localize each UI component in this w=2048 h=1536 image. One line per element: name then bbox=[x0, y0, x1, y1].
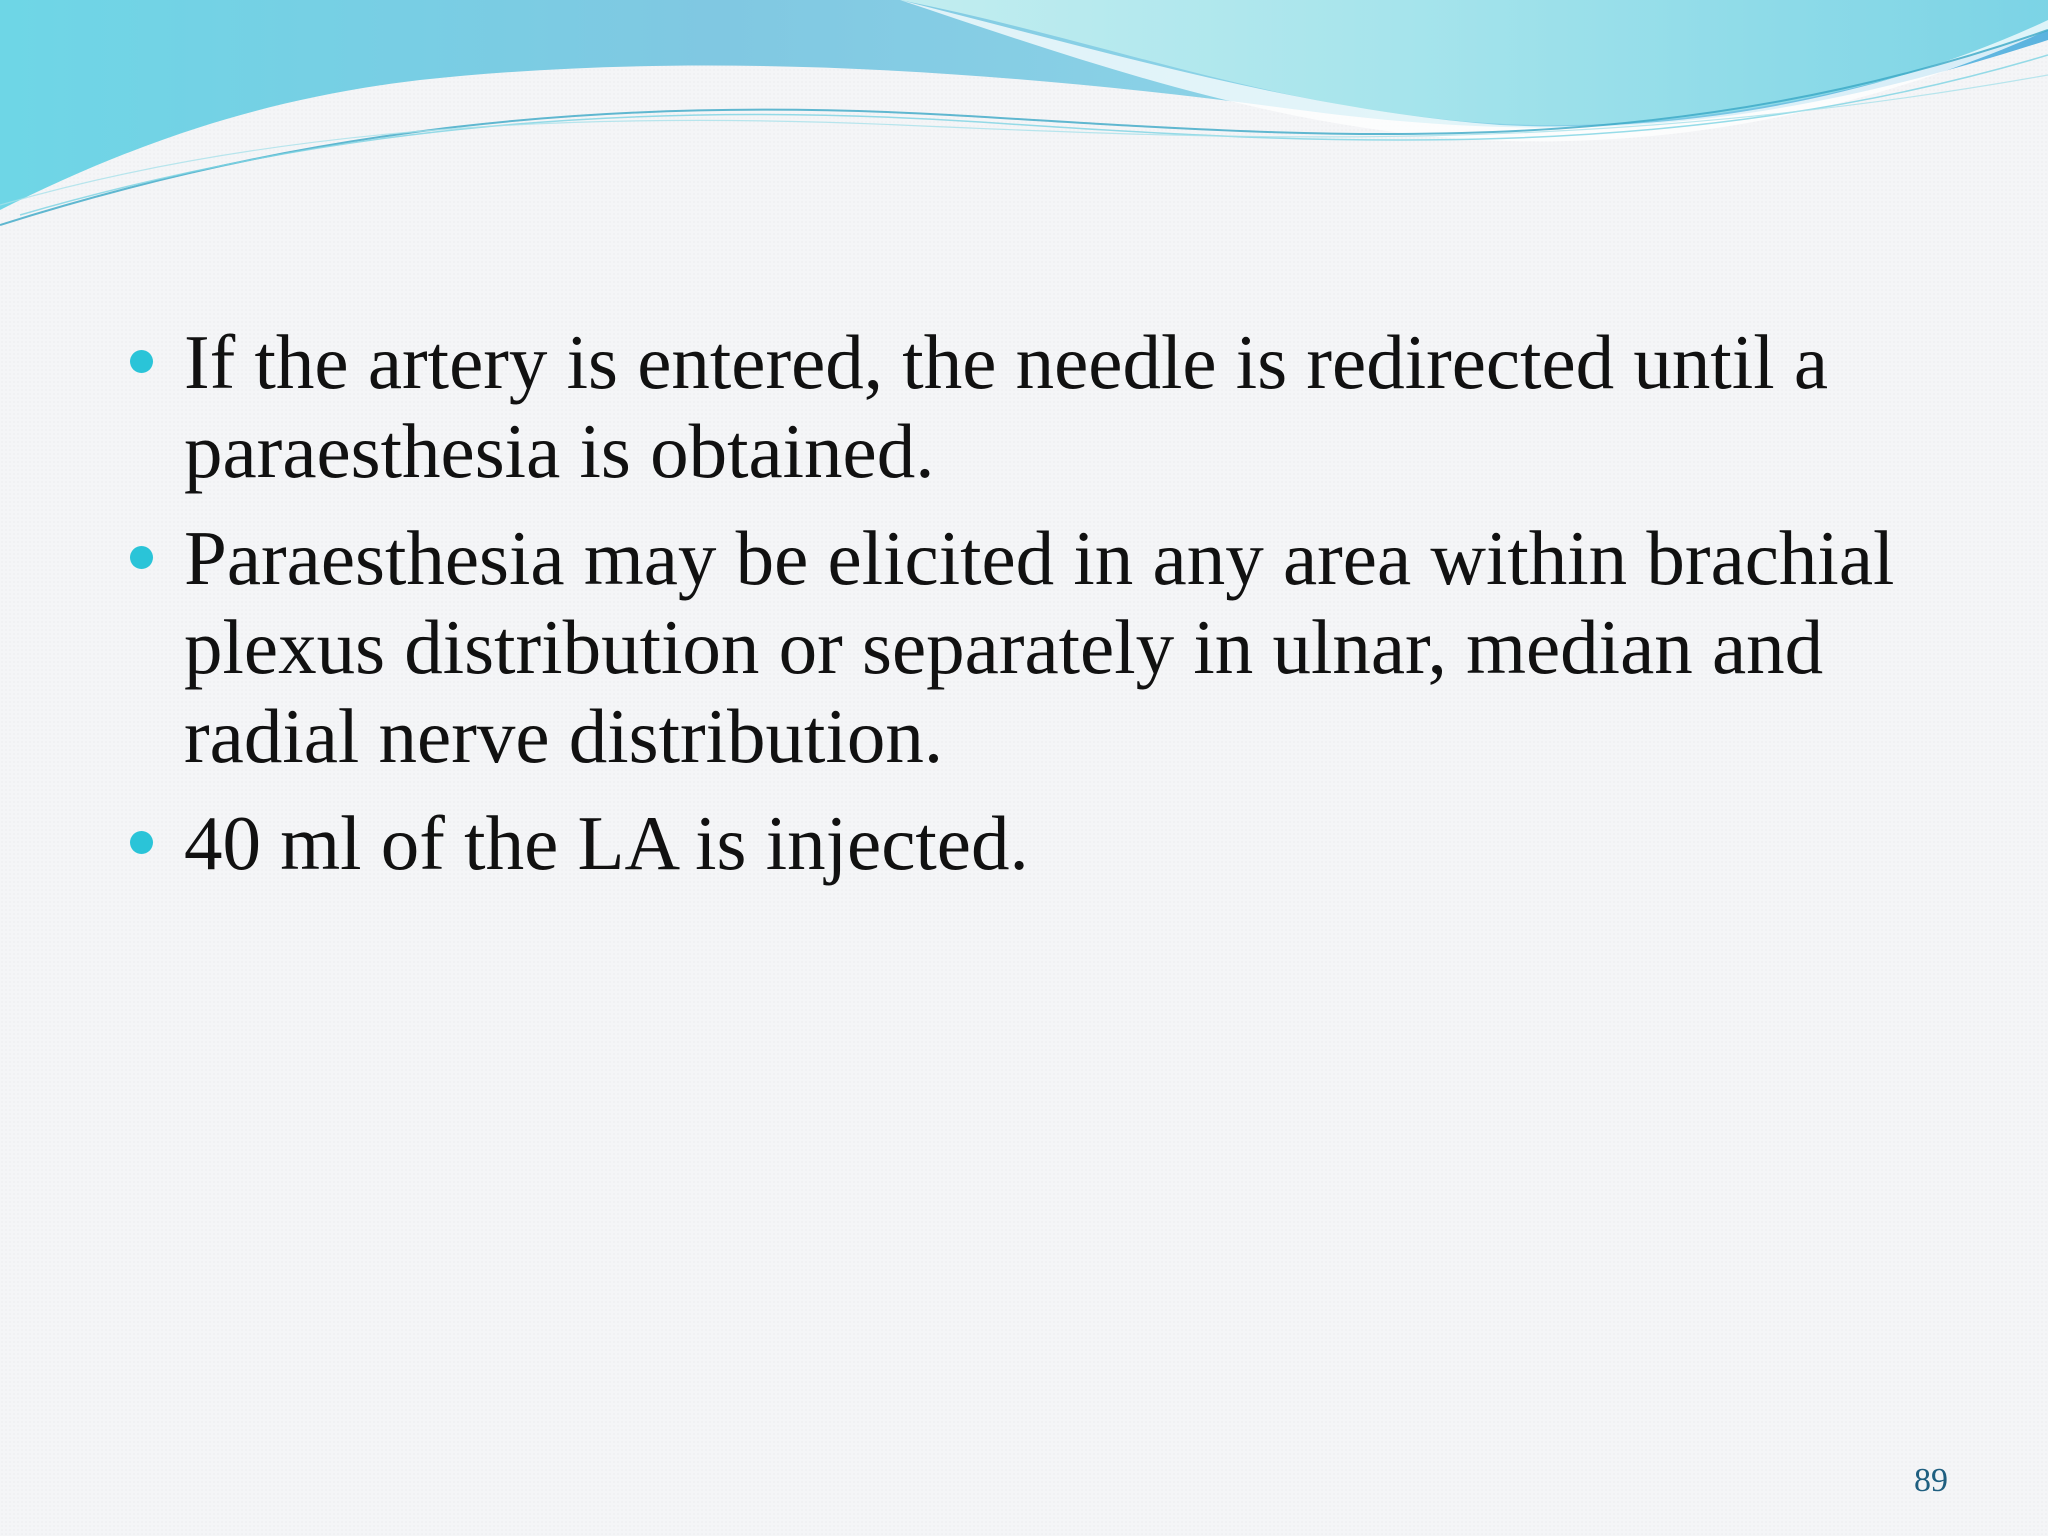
bullet-item bbox=[130, 799, 1930, 888]
bullet-item bbox=[130, 514, 1930, 781]
bullet-dot-icon bbox=[130, 546, 153, 569]
bullet-text: 40 ml of the LA is injected. bbox=[184, 800, 1029, 886]
header-wave-decoration bbox=[0, 0, 2048, 240]
bullet-text: If the artery is entered, the needle is redirected until a paraesthesia is obtained. bbox=[184, 319, 1829, 494]
bullet-item bbox=[130, 318, 1930, 496]
bullet-list bbox=[130, 318, 1930, 906]
bullet-dot-icon bbox=[130, 350, 153, 373]
bullet-dot-icon bbox=[130, 831, 153, 854]
bullet-text: Paraesthesia may be elicited in any area within brachial plexus distribution or separately in ulnar, median and radial nerve distribution. bbox=[184, 515, 1895, 779]
page-number: 89 bbox=[1914, 1462, 1948, 1499]
